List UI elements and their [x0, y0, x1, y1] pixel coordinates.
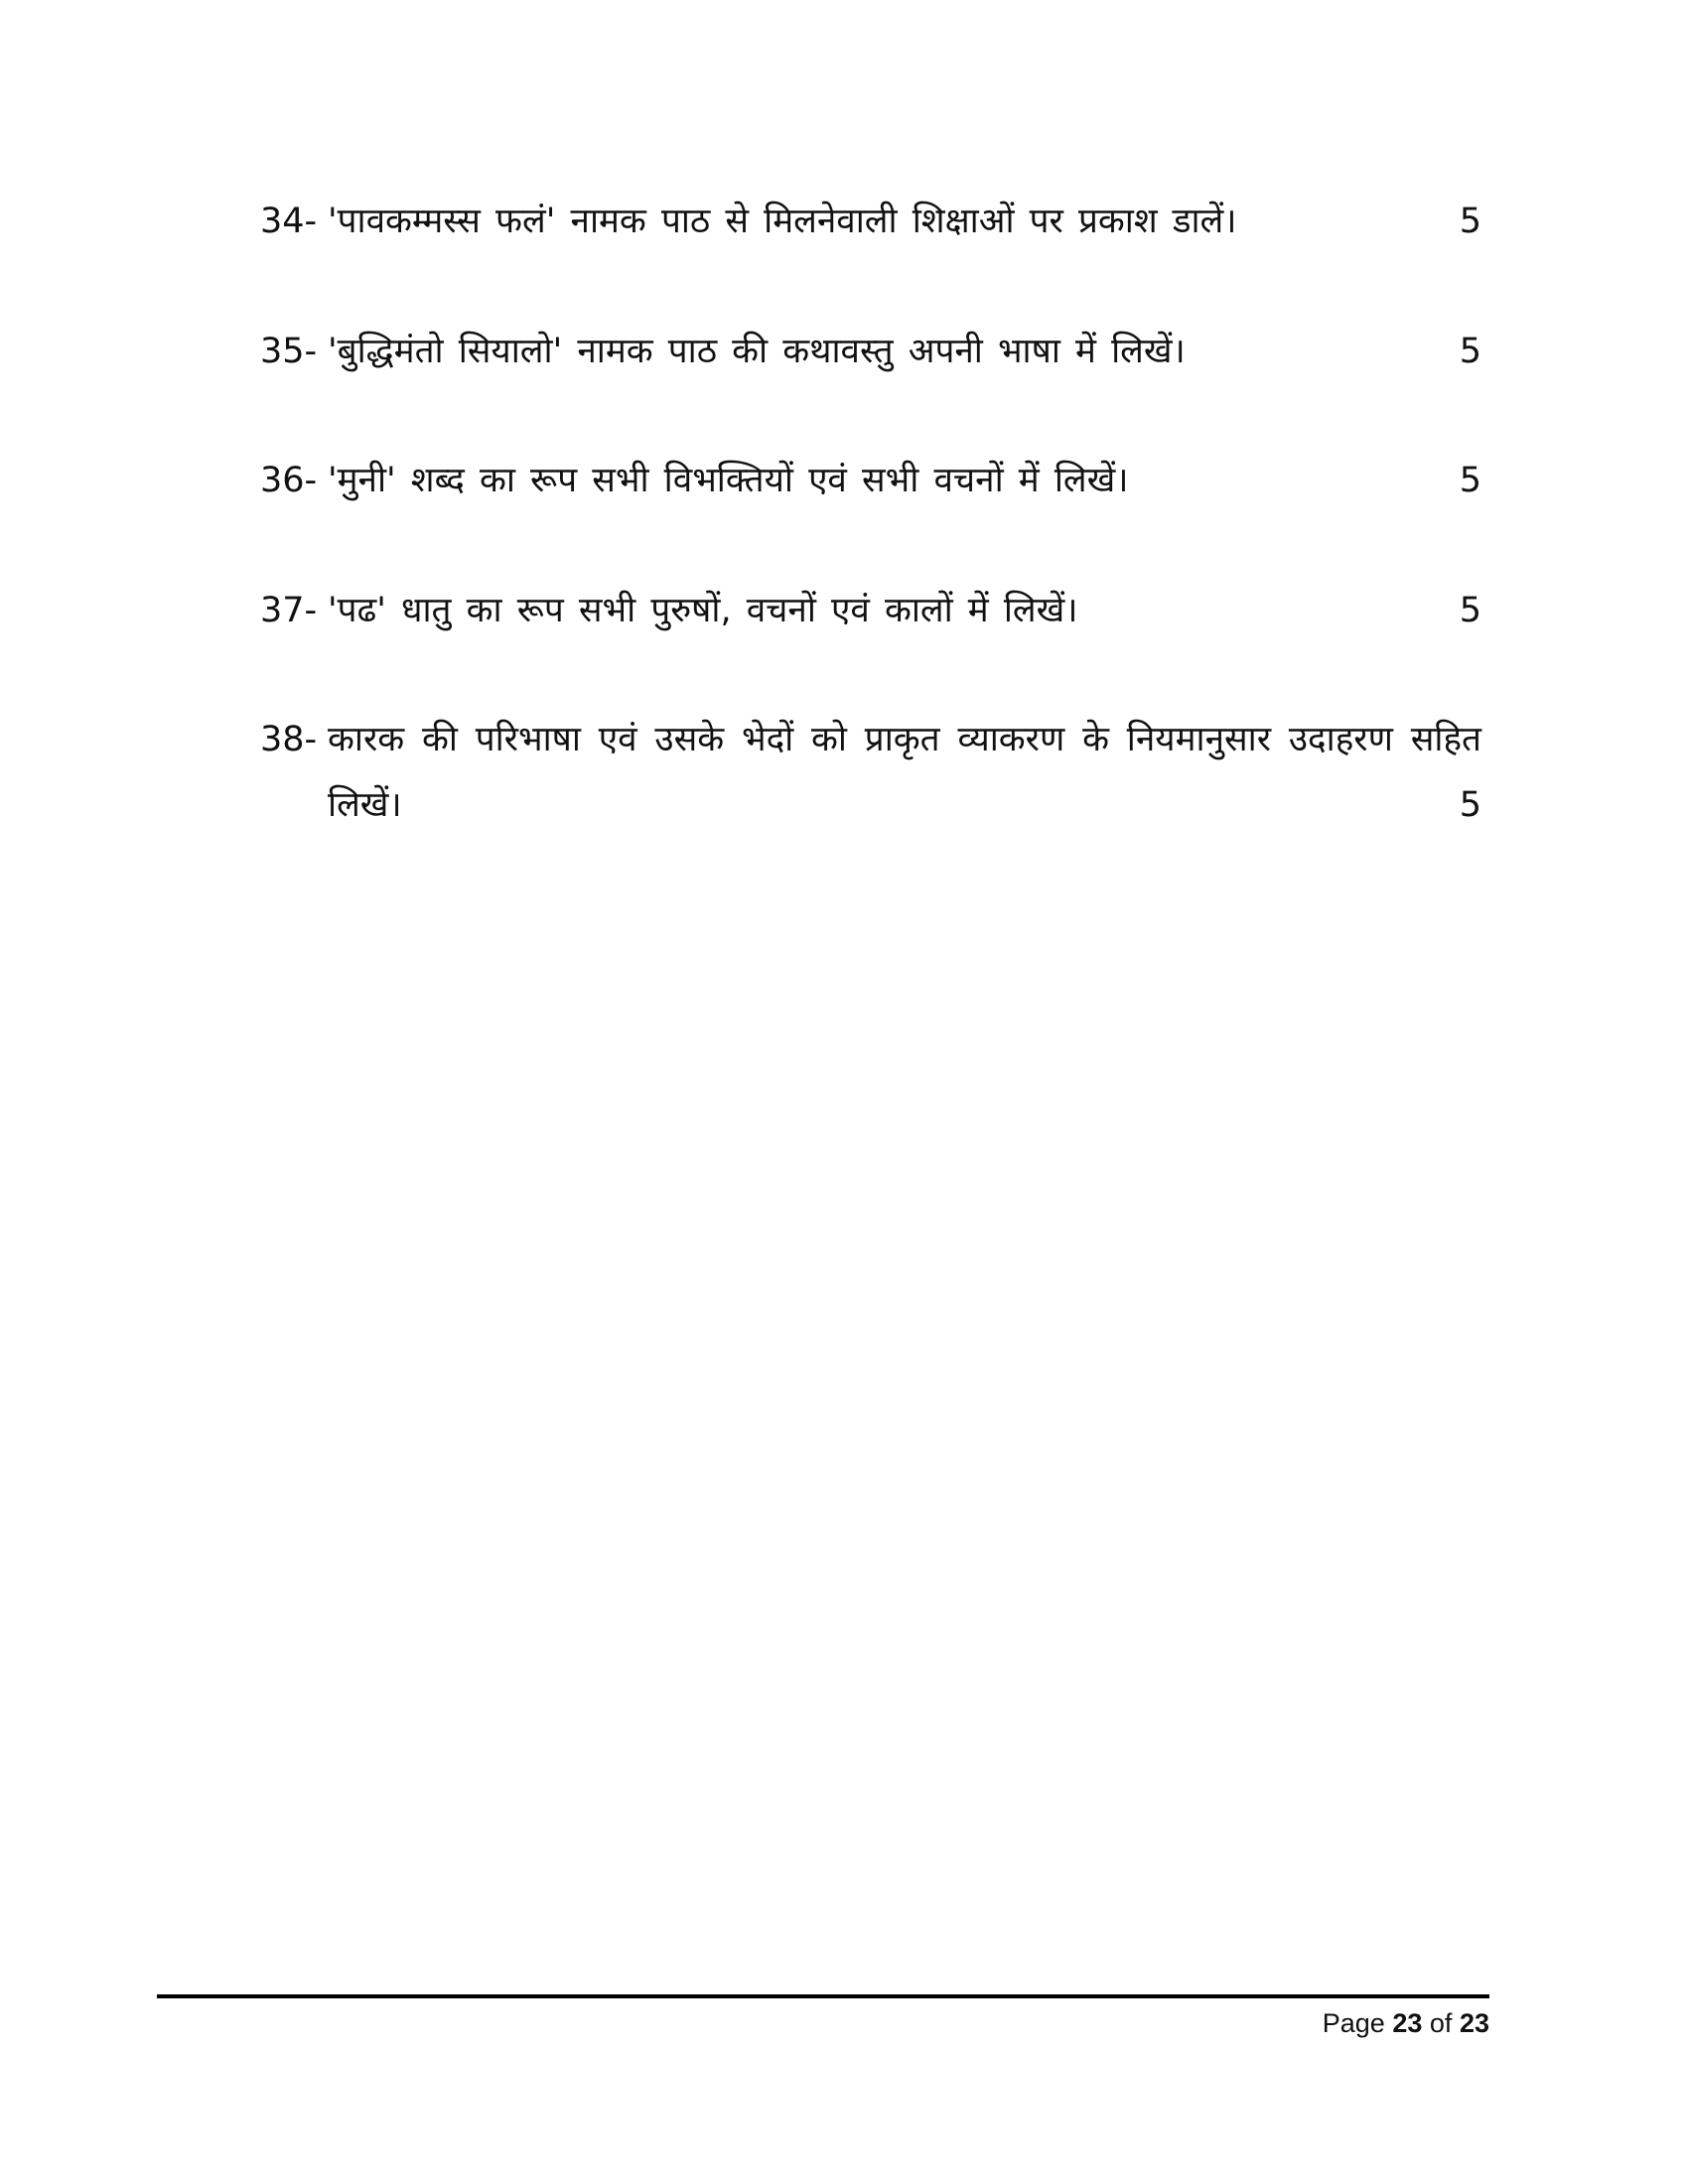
question-text: 'बुद्धिमंतो सियालो' नामक पाठ की कथावस्तु अपनी भाषा में लिखें।	[328, 332, 1186, 371]
question-marks: 5	[1459, 461, 1481, 500]
question-text: कारक की परिभाषा एवं उसके भेदों को प्राकृत व्याकरण के नियमानुसार उदाहरण सहित	[328, 720, 1481, 759]
question-number: 38-	[260, 720, 318, 759]
question-text: 'पावकम्मस्स फलं' नामक पाठ से मिलनेवाली शिक्षाओं पर प्रकाश डालें।	[328, 202, 1237, 241]
question-marks: 5	[1459, 591, 1481, 630]
question-38	[260, 707, 1481, 838]
question-36	[260, 448, 1481, 513]
of-label: of	[1429, 2008, 1453, 2038]
question-text: 'मुनी' शब्द का रूप सभी विभक्तियों एवं सभी वचनों में लिखें।	[328, 461, 1129, 500]
question-number: 35-	[260, 332, 318, 371]
page-label: Page	[1322, 2008, 1385, 2038]
total-page-count: 23	[1459, 2008, 1489, 2038]
question-text: 'पढ' धातु का रूप सभी पुरुषों, वचनों एवं कालों में लिखें।	[328, 591, 1078, 630]
question-number: 34-	[260, 202, 318, 241]
question-35	[260, 319, 1481, 384]
question-text-continuation: लिखें।	[328, 785, 402, 825]
page-footer	[1291, 2003, 1489, 2043]
footer-divider	[157, 1994, 1489, 1998]
question-37	[260, 578, 1481, 643]
question-number: 36-	[260, 461, 318, 500]
question-marks: 5	[1459, 202, 1481, 241]
question-number: 37-	[260, 591, 318, 630]
question-marks: 5	[1459, 332, 1481, 371]
current-page-number: 23	[1392, 2008, 1423, 2038]
question-marks: 5	[1459, 785, 1481, 825]
question-34	[260, 189, 1481, 254]
